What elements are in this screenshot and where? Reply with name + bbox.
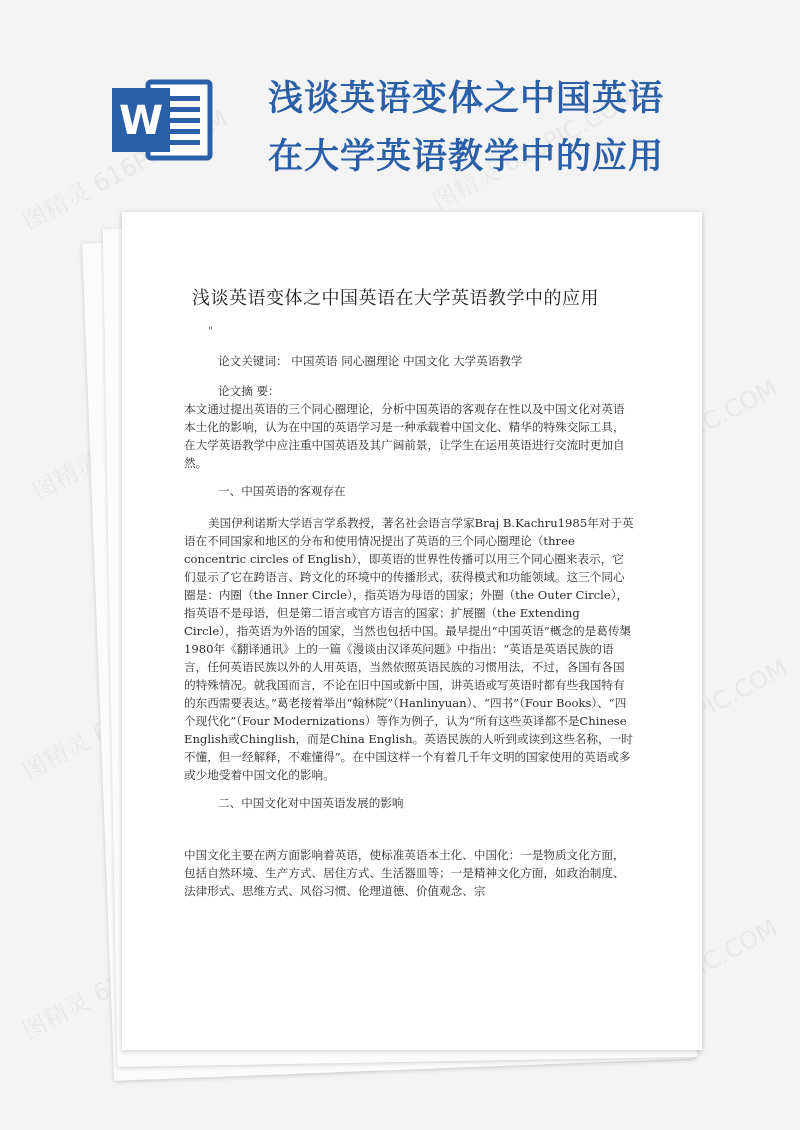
paragraph: 美国伊利诺斯大学语言学系教授，著名社会语言学家Braj B.Kachru1985年对于英语在不同国家和地区的分布和使用情况提出了英语的三个同心圈理论（three concentric circles of English），即英语的世界性传播可以用三个同心圈来表示，它们显示了它在跨语言、跨文化的环境中的传播形式，获得模式和功能领域。这三个同心圈是：内圈（the Inner Circle），指英语为母语的国家；外圈（the Outer Circle），指英语不是母语，但是第二语言或官方语言的国家；扩展圈（the Extending Circle），指英语为外语的国家，当然也包括中国。最早提出“中国英语”概念的是葛传槼1980年《翻译通讯》上的一篇《漫谈由汉译英问题》中指出：“英语是英语民族的语言，任何英语民族以外的人用英语，当然依照英语民族的习惯用法，不过，各国有各国的特殊情况。就我国而言，不论在旧中国或新中国，讲英语或写英语时都有些我国特有的东西需要表达。”葛老接着举出“翰林院”（Hanlinyuan）、“四书”（Four Books）、“四个现代化”（Four Modernizations）等作为例子，认为“所有这些英译都不是Chinese English或Chinglish，而是China English。英语民族的人听到或读到这些名称，一时不懂，但一经解释，不难懂得”。在中国这样一个有着几千年文明的国家使用的英语或多或少地受着中国文化的影响。 <box>184 516 634 782</box>
document-title: 浅谈英语变体之中国英语在大学英语教学中的应用 <box>192 288 599 309</box>
banner-title: 浅谈英语变体之中国英语在大学英语教学中的应用 <box>268 79 665 177</box>
abstract-label: 论文摘 要： <box>218 384 280 398</box>
paragraph: 中国文化主要在两方面影响着英语，使标准英语本土化、中国化：一是物质文化方面，包括自然环境、生产方式、居住方式、生活器皿等；一是精神文化方面，如政治制度、法律形式、思维方式、风俗习惯、伦理道德、价值观念、宗 <box>184 848 625 898</box>
section-heading: 一、中国英语的客观存在 <box>218 484 346 498</box>
abstract-text: 本文通过提出英语的三个同心圈理论，分析中国英语的客观存在性以及中国文化对英语本土化的影响，认为在中国的英语学习是一种承载着中国文化、精华的特殊交际工具，在大学英语教学中应注重中国英语及其广阔前景，让学生在运用英语进行交流时更加自然。 <box>184 402 625 470</box>
section-heading: 二、中国文化对中国英语发展的影响 <box>218 796 404 810</box>
keywords: 论文关键词： 中国英语 同心圈理论 中国文化 大学英语教学 <box>218 354 523 368</box>
word-icon-letter: W <box>118 98 164 144</box>
word-icon <box>110 74 214 166</box>
document-page <box>122 212 702 1050</box>
stray-mark: " <box>208 326 213 337</box>
document-body <box>184 352 634 900</box>
